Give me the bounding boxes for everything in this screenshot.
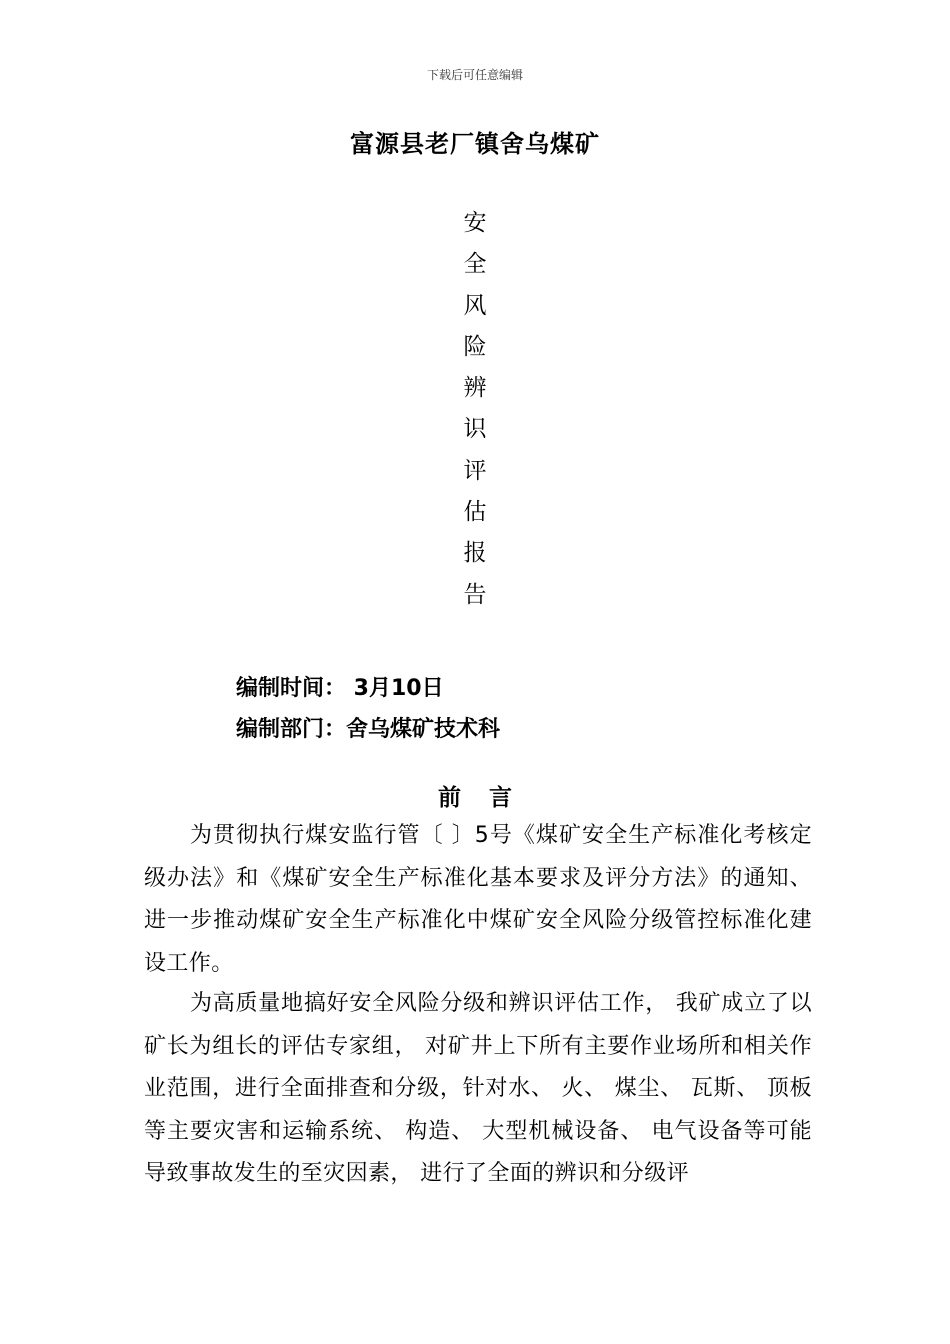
report-title-char: 评 (463, 457, 487, 484)
report-title-char: 报 (463, 540, 487, 567)
report-title-vertical (455, 203, 495, 616)
compile-time-line (236, 671, 444, 702)
paragraph-text: 为高质量地搞好安全风险分级和辨识评估工作， 我矿成立了以矿长为组长的评估专家组， 对矿井上下所有主要作业场所和相关作业范围，进行全面排查和分级，针对水、 火、 煤尘、 瓦斯、 顶板等主要灾害和运输系统、 构造、 大型机械设备、 电气设备等可能导致事故发生的至灾因素， 进行了全面的辨识和分级评 (144, 991, 812, 1186)
paragraph-text: 为贯彻执行煤安监行管〔 〕5号《煤矿安全生产标准化考核定级办法》和《煤矿安全生产标准化基本要求及评分方法》的通知、 进一步推动煤矿安全生产标准化中煤矿安全风险分级管控标准化建设工作。 (144, 823, 812, 976)
compile-dept-line (236, 712, 500, 743)
report-title-char: 识 (463, 416, 487, 443)
preface-paragraph-2 (144, 983, 812, 1196)
report-title-char: 风 (463, 292, 487, 319)
report-title-char: 估 (463, 499, 487, 526)
report-title-char: 险 (463, 333, 487, 360)
preface-paragraph-1 (144, 815, 812, 985)
compile-time-value: 3月10日 (346, 676, 444, 701)
mine-title: 富源县老厂镇舍乌煤矿 (350, 130, 600, 158)
report-title-char: 告 (463, 581, 487, 608)
header-note: 下载后可任意编辑 (426, 68, 523, 82)
report-title-char: 安 (463, 210, 487, 236)
compile-dept-label: 编制部门： (236, 717, 347, 742)
report-title-char: 辨 (463, 375, 487, 402)
report-title-char: 全 (463, 251, 487, 278)
compile-dept-value: 舍乌煤矿技术科 (346, 717, 501, 742)
preface-title: 前言 (438, 785, 540, 811)
compile-time-label: 编制时间： (236, 676, 347, 701)
